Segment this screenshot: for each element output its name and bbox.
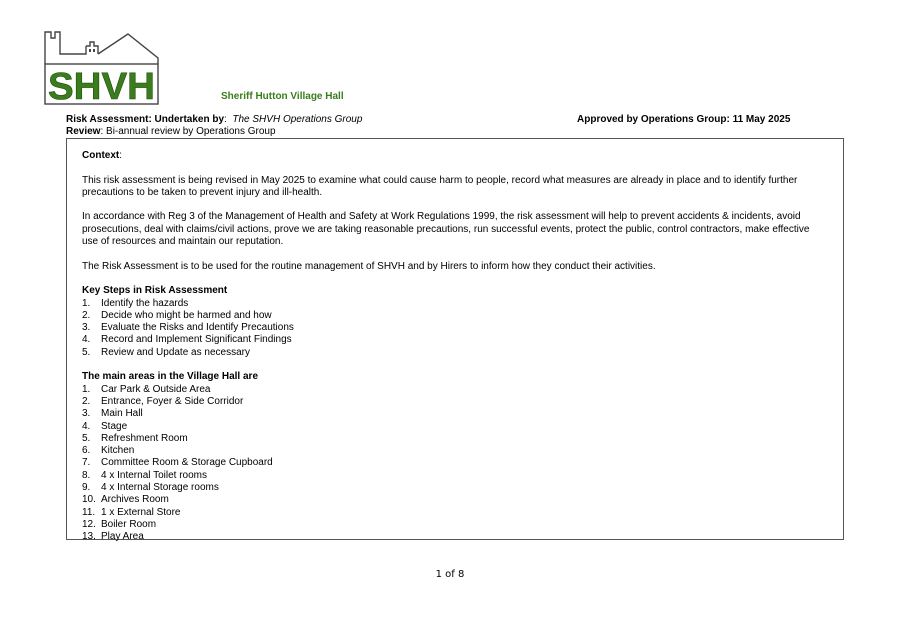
list-item: 13. Play Area (82, 531, 144, 543)
list-item: 6. Kitchen (82, 445, 135, 457)
ra-label: Risk Assessment: Undertaken by (66, 114, 225, 125)
ra-colon: : (224, 114, 227, 125)
list-item: 10. Archives Room (82, 494, 169, 506)
areas-heading: The main areas in the Village Hall are (82, 371, 259, 383)
list-item: 4. Stage (82, 420, 128, 432)
shvh-logo (42, 28, 160, 106)
review-line (66, 126, 276, 137)
approved-line: Approved by Operations Group: 11 May 2025 (577, 114, 791, 125)
review-label: Review (66, 126, 101, 137)
context-paragraph: This risk assessment is being revised in May 2025 to examine what could cause harm to people, record what measures are already in place and to identify further precautions to be taken to prevent injury and ill-health. (82, 174, 798, 198)
list-item: 1. Identify the hazards (82, 297, 189, 309)
areas-list (82, 384, 827, 544)
list-item: 5. Review and Update as necessary (82, 346, 250, 358)
page-number: 1 of 8 (435, 569, 465, 580)
risk-assessment-line (66, 114, 362, 125)
list-item: 11. 1 x External Store (82, 506, 181, 518)
list-item: 2. Decide who might be harmed and how (82, 309, 272, 321)
list-item: 2. Entrance, Foyer & Side Corridor (82, 395, 244, 407)
list-item: 8. 4 x Internal Toilet rooms (82, 469, 207, 481)
key-steps-heading: Key Steps in Risk Assessment (82, 285, 228, 297)
context-label: Context (82, 150, 120, 161)
key-steps-list (82, 298, 827, 359)
org-name: Sheriff Hutton Village Hall (221, 91, 344, 102)
context-paragraph: In accordance with Reg 3 of the Management of Health and Safety at Work Regulations 1999, the risk assessment will help to prevent accidents & incidents, avoid prosecutions, deal with claims/civil actions, prove we are taking reasonable precautions, run successful events, protect the public, control contractors, make effective use of resources and maintain our reputation. (82, 211, 810, 248)
list-item: 12. Boiler Room (82, 518, 157, 530)
list-item: 3. Main Hall (82, 408, 143, 420)
logo-text: SHVH (48, 66, 155, 106)
ra-value: The SHVH Operations Group (232, 114, 363, 125)
context-colon: : (119, 150, 123, 161)
context-box (66, 138, 844, 543)
list-item: 1. Car Park & Outside Area (82, 383, 211, 395)
list-item: 7. Committee Room & Storage Cupboard (82, 457, 273, 469)
review-value: : Bi-annual review by Operations Group (100, 126, 276, 137)
list-item: 5. Refreshment Room (82, 432, 188, 444)
context-paragraph: The Risk Assessment is to be used for the routine management of SHVH and by Hirers to inform how they conduct their activities. (82, 260, 656, 272)
list-item: 9. 4 x Internal Storage rooms (82, 482, 219, 494)
list-item: 4. Record and Implement Significant Findings (82, 334, 292, 346)
list-item: 3. Evaluate the Risks and Identify Precautions (82, 322, 294, 334)
context-heading (82, 150, 827, 162)
